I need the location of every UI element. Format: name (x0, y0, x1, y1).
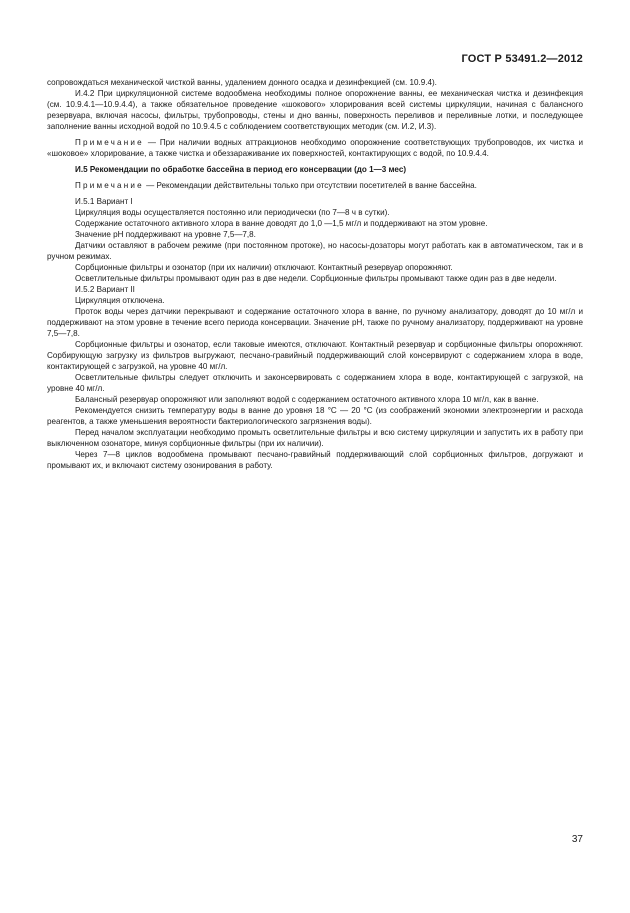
document-code: ГОСТ Р 53491.2—2012 (461, 53, 583, 65)
paragraph-i-4-2: И.4.2 При циркуляционной системе водообмена необходимы полное опорожнение ванны, ее механическая чистка и дезинфекция (см. 10.9.4.1—10.9.4.4), а также обязательное проведение «шокового» хлорирования всей системы циркуляции, начиная с балансного резервуара, включая насосы, фильтры, трубопроводы, стены и дно ванны, поверхность переливов и переливные лотки, и последующее заполнение ванны исходной водой по 10.9.4.5 с соблюдением соответствующих методик (см. И.2, И.3). (47, 89, 583, 131)
note-text: — Рекомендации действительны только при отсутствии посетителей в ванне бассейна. (143, 181, 477, 190)
paragraph: Проток воды через датчики перекрывают и содержание остаточного хлора в ванне, по ручному анализатору, доводят до 10 мг/л и поддерживают на этом уровне в течение всего периода консервации. Значение pH, также по ручному анализатору, поддерживают на уровне 7,5—7,8. (47, 307, 583, 338)
paragraph: Балансный резервуар опорожняют или заполняют водой с содержанием остаточного активного хлора 10 мг/л, как в ванне. (75, 395, 539, 404)
paragraph: Сорбционные фильтры и озонатор (при их наличии) отключают. Контактный резервуар опорожняют. (75, 263, 453, 272)
subsection-title: И.5.1 Вариант I (75, 197, 133, 206)
paragraph: Перед началом эксплуатации необходимо промыть осветлительные фильтры и всю систему циркуляции и запустить их в работу при выключенном озонаторе, минуя сорбционные фильтры (при их наличии). (47, 428, 583, 448)
section-heading: И.5 Рекомендации по обработке бассейна в период его консервации (до 1—3 мес) (75, 165, 407, 174)
paragraph: Значение pH поддерживают на уровне 7,5—7,8. (75, 230, 256, 239)
note-text: — При наличии водных аттракционов необходимо опорожнение соответствующих трубопроводов, их чистка и «шоковое» хлорирование, а также чистка и обеззараживание их поверхностей, контактирующих с водой, по 10.9.4.4. (47, 138, 583, 158)
paragraph: Через 7—8 циклов водообмена промывают песчано-гравийный поддерживающий слой сорбционных фильтров, догружают и промывают их, и включают систему озонирования в работу. (47, 450, 583, 470)
paragraph: Рекомендуется снизить температуру воды в ванне до уровня 18 °С — 20 °С (из соображений экономии электроэнергии и расхода реагентов, а также уменьшения вероятности бактериологического загрязнения воды). (47, 406, 583, 426)
paragraph: Сорбционные фильтры и озонатор, если таковые имеются, отключают. Контактный резервуар и сорбционные фильтры опорожняют. Сорбирующую загрузку из фильтров выгружают, песчано-гравийный поддерживающий слой консервируют с содержанием хлора в воде, контактирующей с загрузкой, на уровне 40 мг/л. (47, 340, 583, 371)
document-body (47, 77, 583, 471)
paragraph: Осветлительные фильтры следует отключить и законсервировать с содержанием хлора в воде, контактирующей с загрузкой, на уровне 40 мг/л. (47, 373, 583, 393)
subsection-title: И.5.2 Вариант II (75, 285, 135, 294)
note-label: Примечание (75, 181, 144, 190)
paragraph: Содержание остаточного активного хлора в ванне доводят до 1,0 —1,5 мг/л и поддерживают на этом уровне. (75, 219, 488, 228)
paragraph: Циркуляция воды осуществляется постоянно или периодически (по 7—8 ч в сутки). (75, 208, 390, 217)
paragraph: Циркуляция отключена. (75, 296, 165, 305)
paragraph: Осветлительные фильтры промывают один раз в две недели. Сорбционные фильтры промывают также один раз в две недели. (75, 274, 557, 283)
page-number: 37 (571, 834, 583, 845)
note-label: Примечание (75, 138, 144, 147)
paragraph-continuation: сопровождаться механической чисткой ванны, удалением донного осадка и дезинфекцией (см. 10.9.4). (47, 78, 437, 87)
paragraph: Датчики оставляют в рабочем режиме (при постоянном протоке), но насосы-дозаторы могут работать как в автоматическом, так и в ручном режимах. (47, 241, 583, 261)
note-paragraph (47, 137, 583, 159)
note-paragraph (47, 180, 583, 191)
